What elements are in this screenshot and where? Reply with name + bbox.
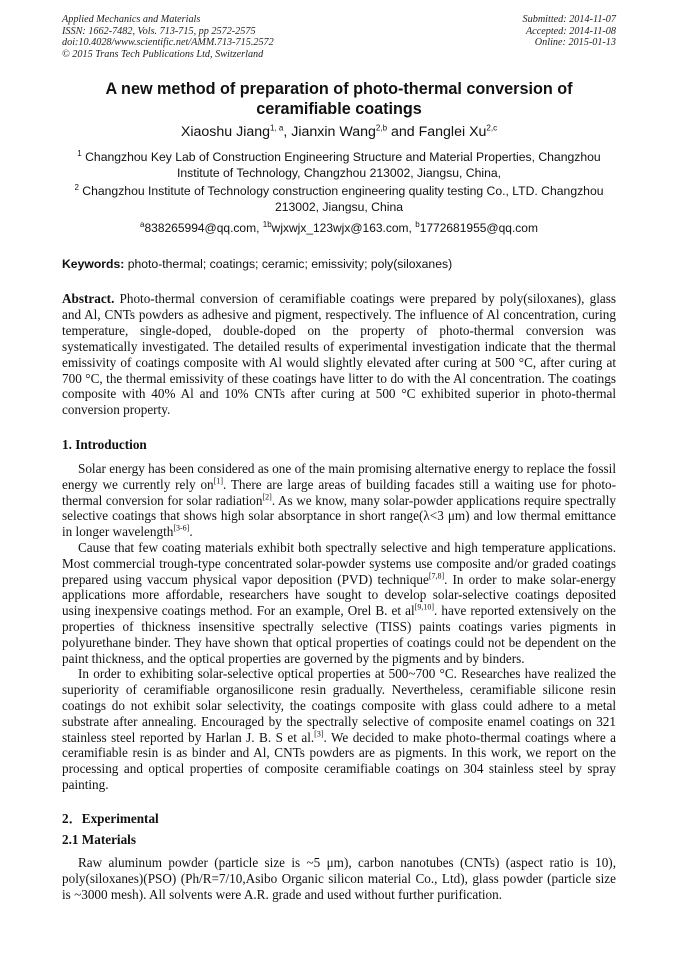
paragraph bbox=[62, 461, 616, 540]
affiliation-number: 1 bbox=[77, 148, 82, 158]
affiliation-number: 2 bbox=[74, 182, 79, 192]
keywords-text: photo-thermal; coatings; ceramic; emissivity; poly(siloxanes) bbox=[124, 257, 453, 271]
affiliation-2 bbox=[62, 184, 616, 215]
abstract-text: Photo-thermal conversion of ceramifiable coatings were prepared by poly(siloxanes), glass and Al, CNTs powders as adhesive and pigment, respectively. The influence of Al concentration, curing temperature, single-doped, double-doped on the property of photo-thermal conversion was systematically investigated. The detailed results of experimental investigation indicate that the thermal emissivity of coatings composite with Al would slightly elevated after curing at 500 °C, after curing at 700 °C, the thermal emissivity of these coatings have litter to do with the Al concentration. The coatings composite with 40% Al and 10% CNTs after curing at 500 °C exhibited superior in photo-thermal conversion property. bbox=[62, 291, 616, 418]
text: . We decided to make photo-thermal coatings where a ceramifiable resin is as binder and Al, CNTs powders are as pigments. In this work, we report on the processing and optical properties of composite ceramifiable coatings on 304 stainless steel by spray painting. bbox=[62, 729, 616, 792]
author-name: Xiaoshu Jiang bbox=[180, 124, 271, 140]
paragraph bbox=[62, 540, 616, 666]
email-link[interactable]: wjxwjx_123wjx@163.com, bbox=[271, 221, 416, 235]
paper-title: A new method of preparation of photo-thermal conversion of ceramifiable coatings bbox=[105, 80, 573, 118]
text: Cause that few coating materials exhibit both spectrally selective and high temperature applications. Most commercial trough-type concentrated solar-powder systems use composite and/or graded coatings prepared using vaccum physical vapor deposition (PVD) technique bbox=[62, 539, 616, 587]
citation: [3] bbox=[314, 729, 324, 739]
abstract bbox=[62, 291, 616, 418]
author-separator: , bbox=[283, 124, 292, 140]
citation: [3-6] bbox=[173, 523, 190, 533]
text: Solar energy has been considered as one of the main promising alternative energy to replace the fossil energy we currently rely on bbox=[62, 461, 616, 492]
email-superscript: 1b bbox=[262, 220, 272, 229]
accepted-date: Accepted: 2014-11-08 bbox=[525, 25, 616, 37]
affiliation-1 bbox=[62, 150, 616, 181]
materials-body bbox=[62, 855, 616, 902]
email-superscript: a bbox=[140, 220, 145, 229]
affiliation-text: Changzhou Key Lab of Construction Engineering Structure and Material Properties, Changzhou Institute of Technology, Changzhou 213002, Jiangsu, China, bbox=[81, 150, 601, 180]
paragraph bbox=[62, 666, 616, 792]
publication-dates bbox=[523, 14, 616, 49]
author-name: Fanglei Xu bbox=[418, 124, 487, 140]
email-superscript: b bbox=[415, 220, 420, 229]
email-link[interactable]: 1772681955@qq.com bbox=[419, 221, 538, 235]
subsection-heading-materials: 2.1 Materials bbox=[62, 832, 136, 847]
author-separator: and bbox=[387, 124, 419, 140]
introduction-body bbox=[62, 461, 616, 793]
journal-issn: ISSN: 1662-7482, Vols. 713-715, pp 2572-2575 bbox=[62, 25, 256, 37]
journal-name: Applied Mechanics and Materials bbox=[62, 14, 201, 25]
text: . bbox=[189, 524, 193, 540]
submitted-date: Submitted: 2014-11-07 bbox=[522, 14, 616, 25]
text: . In order to make solar-energy applications more affordable, researchers have sought to develop solar-selective coatings deposited using inexpensive coatings method. For an example, Orel B. et al bbox=[62, 571, 616, 619]
author-name: Jianxin Wang bbox=[291, 124, 376, 140]
citation: [2] bbox=[262, 492, 272, 502]
keywords-label: Keywords: bbox=[62, 257, 125, 271]
online-date: Online: 2015-01-13 bbox=[534, 37, 616, 49]
abstract-label: Abstract. bbox=[62, 291, 115, 306]
text: . have reported extensively on the properties of thickness insensitive spectrally selective (TISS) paints coatings varies pigments in polyurethane binder. They have shown that optical properties of coatings could not be dependent on the paint thickness, and the optical properties are governed by the pigments and by binders. bbox=[62, 603, 616, 666]
author-superscript: 1, a bbox=[270, 123, 284, 133]
author-superscript: 2,c bbox=[486, 123, 498, 133]
section-heading-experimental: 2．Experimental bbox=[62, 811, 159, 826]
journal-doi: doi:10.4028/www.scientific.net/AMM.713-715.2572 bbox=[62, 37, 274, 49]
journal-info bbox=[62, 14, 274, 60]
affiliation-text: Changzhou Institute of Technology construction engineering quality testing Co., LTD. Changzhou 213002, Jiangsu, China bbox=[78, 184, 604, 214]
section-heading-introduction: 1. Introduction bbox=[62, 437, 147, 452]
citation: [9,10] bbox=[414, 602, 434, 612]
text: In order to exhibiting solar-selective optical properties at 500~700 °C. Researches have realized the superiority of ceramifiable organosilicone resin gradually. Nevertheless, ceramifiable silicone resin coatings do not exhibit solar selectivity, the coatings composite with glass could adhere to a metal substrate after annealing. Encouraged by the spectrally selective of composite enamel coatings on 321 stainless steel reported by Harlan J. B. S et al. bbox=[62, 666, 616, 745]
keywords bbox=[62, 257, 616, 271]
citation: [7,8] bbox=[428, 571, 445, 581]
author-superscript: 2,b bbox=[375, 123, 388, 133]
paragraph: Raw aluminum powder (particle size is ~5 μm), carbon nanotubes (CNTs) (aspect ratio is 10), poly(siloxanes)(PSO) (Ph/R=7/10,Asibo Organic silicon material Co., Ltd), glass powder (particle size is ~3000 mesh). All solvents were A.R. grade and used without further purification. bbox=[62, 855, 616, 902]
journal-copyright: © 2015 Trans Tech Publications Ltd, Switzerland bbox=[62, 48, 264, 60]
citation: [1] bbox=[213, 476, 223, 486]
author-list bbox=[60, 123, 618, 141]
text: . There are large areas of building facades still a waiting use for photo-thermal conversion for solar radiation bbox=[62, 476, 616, 508]
author-emails bbox=[62, 221, 616, 235]
text: . As we know, many solar-powder applications require spectrally selective coatings that shows high solar absorptance in short range(λ<3 μm) and low thermal emittance in longer wavelength bbox=[62, 492, 616, 540]
email-link[interactable]: 838265994@qq.com, bbox=[144, 221, 263, 235]
